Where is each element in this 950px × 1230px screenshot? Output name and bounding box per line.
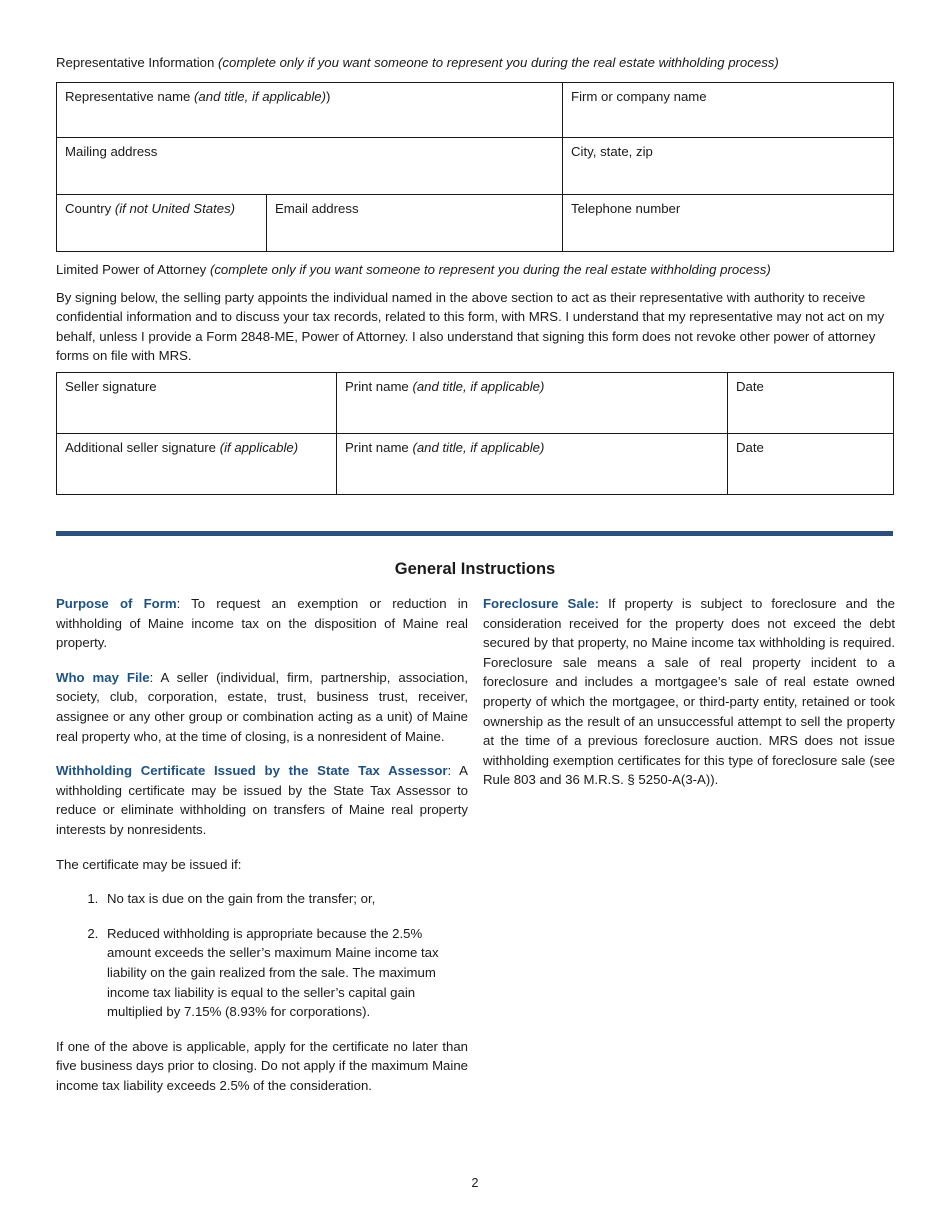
- paragraph-withholding-certificate: [56, 761, 468, 839]
- cell-city-state-zip[interactable]: [563, 138, 894, 195]
- cell-city-state-zip-label: City, state, zip: [571, 144, 653, 159]
- heading-withholding-certificate: Withholding Certificate Issued by the State Tax Assessor: [56, 763, 448, 779]
- body-withholding-certificate: : A withholding certificate may be issued by the State Tax Assessor to reduce or eliminate withholding on transfers of Maine real property interests by nonresidents.: [56, 763, 468, 837]
- cell-representative-name-label: Representative name (and title, if applicable)): [65, 89, 331, 104]
- limited-power-of-attorney-caption-main: Limited Power of Attorney: [56, 262, 210, 277]
- representative-information-caption-italic: (complete only if you want someone to represent you during the real estate withholding process): [218, 55, 779, 70]
- table-row: [57, 83, 894, 138]
- general-instructions-right-column: [483, 594, 895, 790]
- general-instructions-title: General Instructions: [394, 560, 556, 578]
- list-item: 1. No tax is due on the gain from the transfer; or,: [102, 889, 468, 909]
- paragraph-purpose-of-form: [56, 594, 468, 653]
- cell-country-label: Country (if not United States): [65, 201, 236, 216]
- cell-mailing-address-label: Mailing address: [65, 144, 158, 159]
- table-row: [57, 373, 894, 434]
- signature-table: [56, 372, 894, 495]
- cell-print-name-1-label: Print name (and title, if applicable): [345, 379, 545, 394]
- limited-power-of-attorney-caption-italic: (complete only if you want someone to represent you during the real estate withholding process): [209, 262, 771, 277]
- cell-email-address-label: Email address: [275, 201, 359, 216]
- heading-who-may-file: Who may File: [56, 669, 150, 685]
- cell-telephone-number[interactable]: [563, 195, 894, 252]
- cell-date-2[interactable]: [728, 434, 894, 495]
- cell-additional-seller-signature[interactable]: [57, 434, 337, 495]
- section-divider-rule: [56, 531, 893, 536]
- cell-additional-seller-signature-label: Additional seller signature (if applicable): [65, 440, 299, 455]
- power-of-attorney-body-text: By signing below, the selling party appoints the individual named in the above section to act as their representative with authority to receive confidential information and to discuss your tax records, related to this form, with MRS. I understand that my representative may not act on my behalf, unless I provide a Form 2848-ME, Power of Attorney. I also understand that signing this form does not revoke other power of attorney forms on file with MRS.: [56, 290, 885, 364]
- cell-print-name-1[interactable]: [337, 373, 728, 434]
- limited-power-of-attorney-caption: [56, 262, 771, 278]
- representative-information-caption-main: Representative Information: [56, 55, 218, 70]
- cell-firm-or-company-name-label: Firm or company name: [571, 89, 707, 104]
- cell-seller-signature[interactable]: [57, 373, 337, 434]
- cell-date-1-label: Date: [736, 379, 764, 394]
- cell-country[interactable]: [57, 195, 267, 252]
- paragraph-certificate-intro: The certificate may be issued if:: [56, 856, 242, 872]
- body-foreclosure-sale: If property is subject to foreclosure and the consideration received for the property does not exceed the debt secured by that property, no Maine income tax withholding is required. Foreclosure sale means a sale of real property incident to a foreclosure and includes a mortgagee’s sale of real estate owned property of which the mortgagee, or third-party entity, retained or took ownership as the result of an unsuccessful attempt to sell the property at the time of a previous foreclosure auction. MRS does not issue withholding exemption certificates for this type of foreclosure sale (see Rule 803 and 36 M.R.S. § 5250-A(3-A)).: [483, 596, 895, 788]
- heading-purpose-of-form: Purpose of Form: [56, 596, 177, 611]
- body-who-may-file: : A seller (individual, firm, partnership, association, society, club, corporation, estate, trust, business trust, receiver, assignee or any other group or combination acting as a unit) of Maine real property who, at the time of closing, is a nonresident of Maine.: [56, 669, 468, 744]
- cell-date-1[interactable]: [728, 373, 894, 434]
- paragraph-who-may-file: [56, 668, 468, 746]
- list-item: 2. Reduced withholding is appropriate because the 2.5% amount exceeds the seller’s maximum Maine income tax liability on the gain realized from the sale. The maximum income tax liability is equal to the seller’s capital gain multiplied by 7.15% (8.93% for corporations).: [102, 924, 468, 1022]
- representative-information-table: [56, 82, 894, 252]
- cell-date-2-label: Date: [736, 440, 764, 455]
- general-instructions-left-column: [56, 594, 468, 1095]
- cell-print-name-2-label: Print name (and title, if applicable): [345, 440, 545, 455]
- cell-mailing-address[interactable]: [57, 138, 563, 195]
- heading-foreclosure-sale: Foreclosure Sale:: [483, 596, 600, 611]
- page-number: 2: [471, 1176, 479, 1190]
- table-row: [57, 138, 894, 195]
- cell-representative-name[interactable]: [57, 83, 563, 138]
- paragraph-foreclosure-sale: [483, 594, 895, 790]
- representative-information-caption: [56, 55, 779, 71]
- table-row: [57, 195, 894, 252]
- cell-print-name-2[interactable]: [337, 434, 728, 495]
- cell-seller-signature-label: Seller signature: [65, 379, 157, 394]
- cell-email-address[interactable]: [267, 195, 563, 252]
- cell-telephone-number-label: Telephone number: [571, 201, 681, 216]
- paragraph-closing-instructions: If one of the above is applicable, apply for the certificate no later than five business days prior to closing. Do not apply if the maximum Maine income tax liability exceeds 2.5% of the consideration.: [56, 1038, 468, 1093]
- table-row: [57, 434, 894, 495]
- body-purpose-of-form: : To request an exemption or reduction in withholding of Maine income tax on the disposition of Maine real property.: [56, 596, 468, 651]
- cell-firm-or-company-name[interactable]: [563, 83, 894, 138]
- certificate-conditions-list: [56, 889, 468, 1022]
